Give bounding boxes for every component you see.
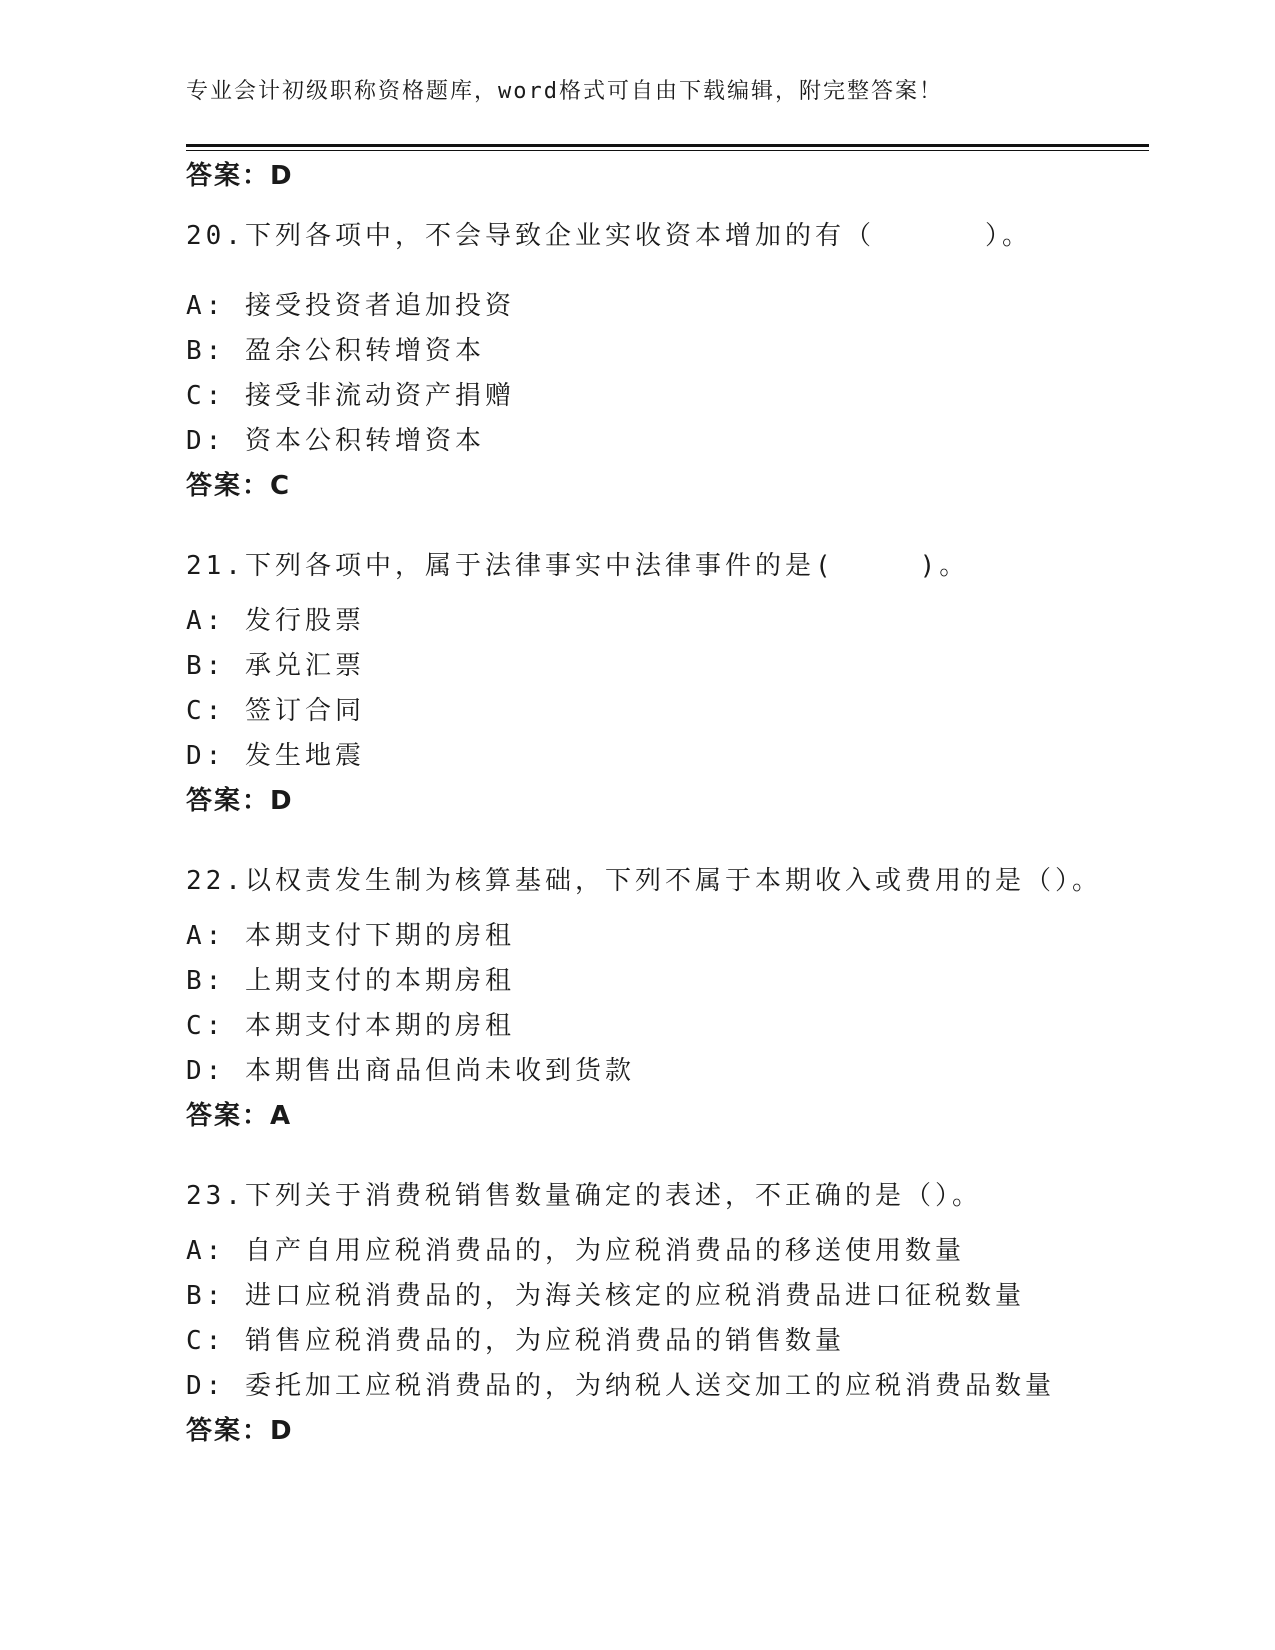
question-21-option-b: B: 承兑汇票 [186, 651, 365, 681]
question-20-stem [186, 220, 1032, 252]
question-23-stem: 23.下列关于消费税销售数量确定的表述，不正确的是（）。 [186, 1181, 982, 1211]
question-21-option-d: D: 发生地震 [186, 741, 365, 771]
question-22-option-c: C: 本期支付本期的房租 [186, 1011, 515, 1041]
question-21-option-a: A: 发行股票 [186, 606, 365, 636]
question-23-option-a: A: 自产自用应税消费品的，为应税消费品的移送使用数量 [186, 1236, 965, 1266]
question-23-option-c: C: 销售应税消费品的，为应税消费品的销售数量 [186, 1326, 845, 1356]
header-rule-thick [186, 144, 1149, 147]
previous-answer: 答案：D [186, 161, 294, 191]
question-23-option-d: D: 委托加工应税消费品的，为纳税人送交加工的应税消费品数量 [186, 1371, 1055, 1401]
question-20-option-b: B: 盈余公积转增资本 [186, 336, 485, 366]
question-23-option-b: B: 进口应税消费品的，为海关核定的应税消费品进口征税数量 [186, 1281, 1025, 1311]
question-21-stem [186, 550, 969, 582]
question-20-answer: 答案：C [186, 471, 292, 501]
question-20-stem-text: 20.下列各项中，不会导致企业实收资本增加的有（ [186, 221, 875, 251]
question-20-stem-end: ）。 [984, 221, 1032, 251]
question-21-stem-text: 21.下列各项中，属于法律事实中法律事件的是( [186, 551, 835, 581]
question-21-option-c: C: 签订合同 [186, 696, 365, 726]
question-20-option-a: A: 接受投资者追加投资 [186, 291, 515, 321]
question-22-stem: 22.以权责发生制为核算基础，下列不属于本期收入或费用的是（）。 [186, 866, 1102, 896]
question-21-answer: 答案：D [186, 786, 294, 816]
question-23-answer: 答案：D [186, 1416, 294, 1446]
question-20-option-c: C: 接受非流动资产捐赠 [186, 381, 515, 411]
question-22-option-b: B: 上期支付的本期房租 [186, 966, 515, 996]
question-22-answer: 答案：A [186, 1101, 293, 1131]
header-rule-thin [186, 150, 1149, 151]
question-22-option-a: A: 本期支付下期的房租 [186, 921, 515, 951]
question-22-option-d: D: 本期售出商品但尚未收到货款 [186, 1056, 635, 1086]
question-20-option-d: D: 资本公积转增资本 [186, 426, 485, 456]
page-header: 专业会计初级职称资格题库，word格式可自由下载编辑，附完整答案！ [186, 79, 943, 104]
question-21-stem-end: )。 [919, 551, 970, 581]
